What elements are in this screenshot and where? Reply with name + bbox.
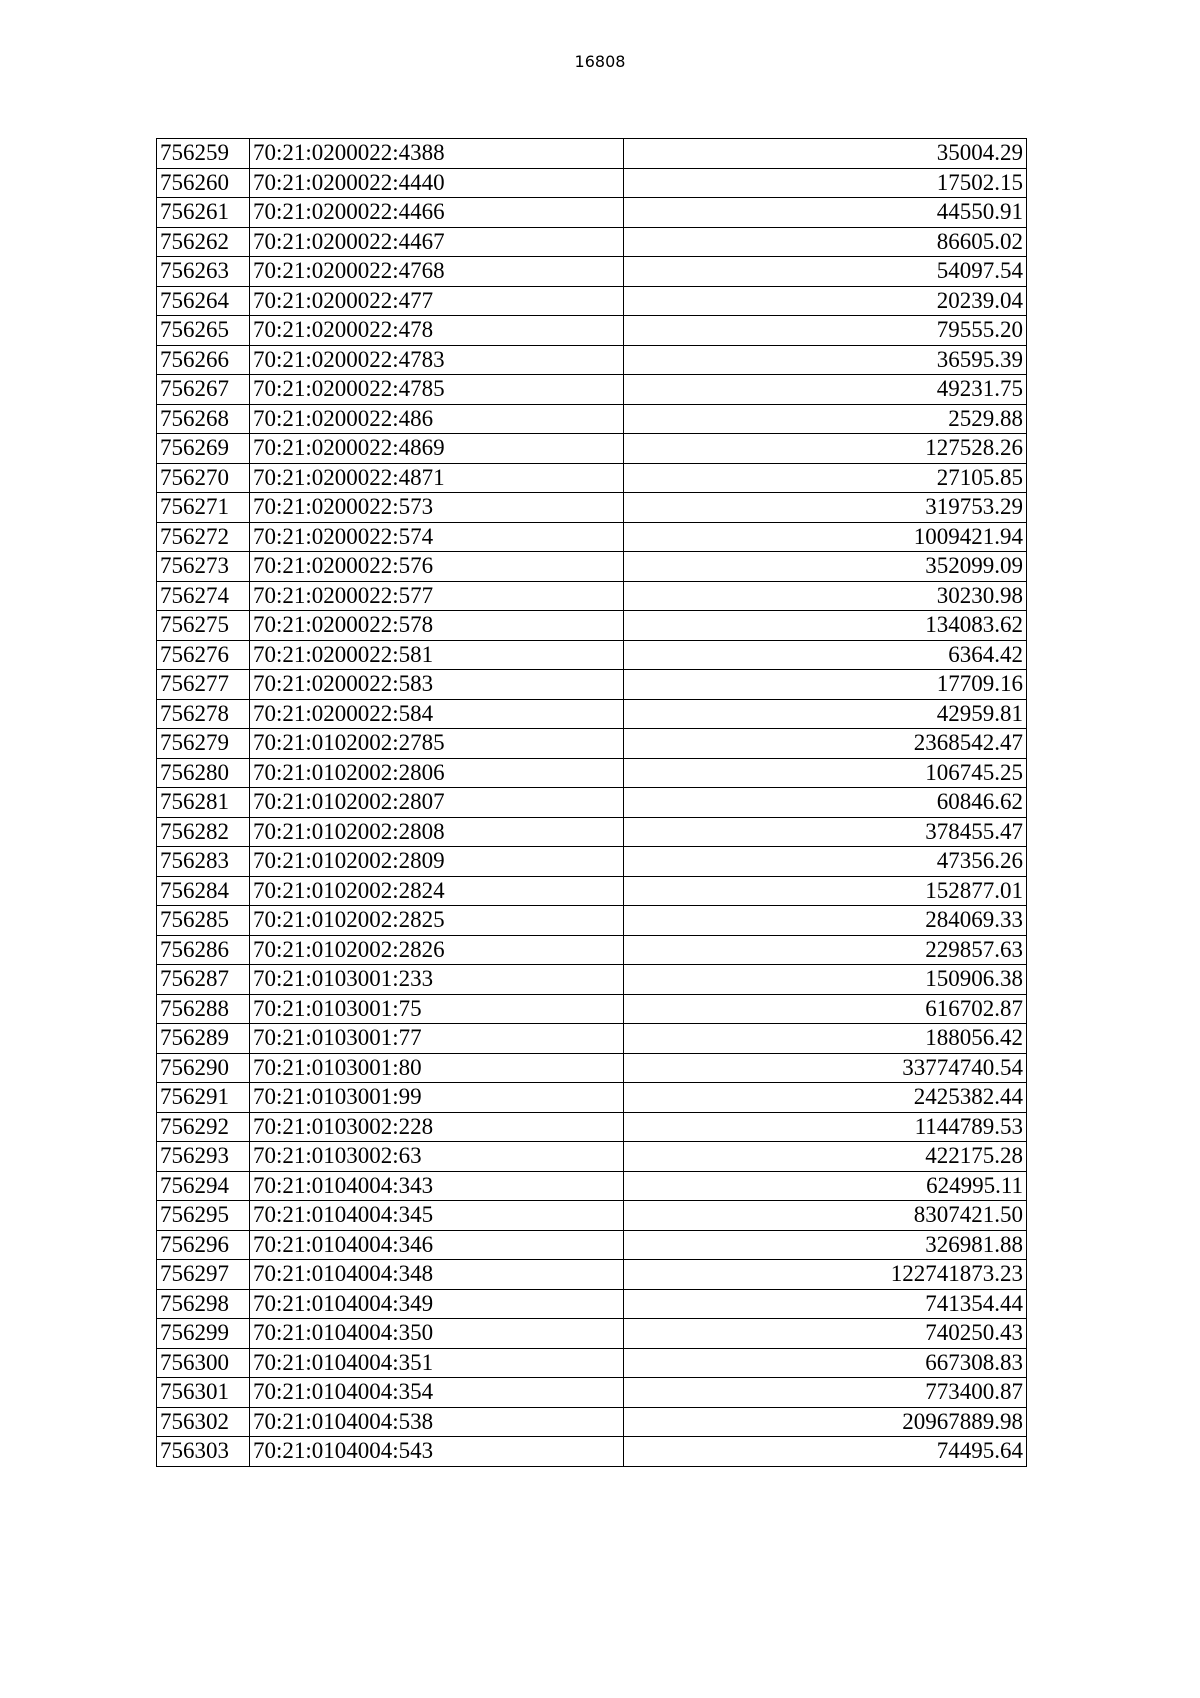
value-cell: 667308.83 <box>624 1348 1027 1378</box>
value-cell: 27105.85 <box>624 463 1027 493</box>
cadastral-number-cell: 70:21:0103001:99 <box>250 1083 624 1113</box>
table-row <box>157 788 1027 818</box>
value-cell: 44550.91 <box>624 198 1027 228</box>
cadastral-value-table <box>156 138 1027 1467</box>
table-row <box>157 1289 1027 1319</box>
cadastral-number-cell: 70:21:0200022:477 <box>250 286 624 316</box>
table-row <box>157 729 1027 759</box>
value-cell: 20967889.98 <box>624 1407 1027 1437</box>
cadastral-number-cell: 70:21:0200022:4869 <box>250 434 624 464</box>
cadastral-number-cell: 70:21:0200022:581 <box>250 640 624 670</box>
table-row <box>157 286 1027 316</box>
table-row <box>157 1348 1027 1378</box>
cadastral-number-cell: 70:21:0104004:343 <box>250 1171 624 1201</box>
row-number-cell: 756273 <box>157 552 250 582</box>
cadastral-number-cell: 70:21:0200022:4871 <box>250 463 624 493</box>
cadastral-number-cell: 70:21:0200022:4768 <box>250 257 624 287</box>
value-cell: 229857.63 <box>624 935 1027 965</box>
row-number-cell: 756263 <box>157 257 250 287</box>
value-cell: 60846.62 <box>624 788 1027 818</box>
table-row <box>157 434 1027 464</box>
cadastral-number-cell: 70:21:0102002:2806 <box>250 758 624 788</box>
row-number-cell: 756298 <box>157 1289 250 1319</box>
table-row <box>157 817 1027 847</box>
cadastral-number-cell: 70:21:0200022:4785 <box>250 375 624 405</box>
cadastral-number-cell: 70:21:0200022:578 <box>250 611 624 641</box>
table-row <box>157 994 1027 1024</box>
cadastral-number-cell: 70:21:0200022:478 <box>250 316 624 346</box>
row-number-cell: 756291 <box>157 1083 250 1113</box>
cadastral-number-cell: 70:21:0200022:577 <box>250 581 624 611</box>
value-cell: 152877.01 <box>624 876 1027 906</box>
table-row <box>157 522 1027 552</box>
value-cell: 20239.04 <box>624 286 1027 316</box>
table-row <box>157 198 1027 228</box>
row-number-cell: 756303 <box>157 1437 250 1467</box>
row-number-cell: 756288 <box>157 994 250 1024</box>
value-cell: 79555.20 <box>624 316 1027 346</box>
table-row <box>157 847 1027 877</box>
cadastral-number-cell: 70:21:0104004:350 <box>250 1319 624 1349</box>
row-number-cell: 756270 <box>157 463 250 493</box>
table-row <box>157 404 1027 434</box>
value-cell: 422175.28 <box>624 1142 1027 1172</box>
row-number-cell: 756276 <box>157 640 250 670</box>
table-row <box>157 876 1027 906</box>
row-number-cell: 756287 <box>157 965 250 995</box>
value-cell: 616702.87 <box>624 994 1027 1024</box>
row-number-cell: 756300 <box>157 1348 250 1378</box>
row-number-cell: 756284 <box>157 876 250 906</box>
row-number-cell: 756301 <box>157 1378 250 1408</box>
row-number-cell: 756302 <box>157 1407 250 1437</box>
row-number-cell: 756286 <box>157 935 250 965</box>
row-number-cell: 756289 <box>157 1024 250 1054</box>
value-cell: 47356.26 <box>624 847 1027 877</box>
value-cell: 1009421.94 <box>624 522 1027 552</box>
cadastral-number-cell: 70:21:0200022:583 <box>250 670 624 700</box>
row-number-cell: 756272 <box>157 522 250 552</box>
value-cell: 1144789.53 <box>624 1112 1027 1142</box>
row-number-cell: 756277 <box>157 670 250 700</box>
value-cell: 42959.81 <box>624 699 1027 729</box>
cadastral-number-cell: 70:21:0103001:233 <box>250 965 624 995</box>
cadastral-number-cell: 70:21:0103001:75 <box>250 994 624 1024</box>
cadastral-number-cell: 70:21:0102002:2807 <box>250 788 624 818</box>
cadastral-number-cell: 70:21:0104004:543 <box>250 1437 624 1467</box>
cadastral-number-cell: 70:21:0102002:2826 <box>250 935 624 965</box>
value-cell: 106745.25 <box>624 758 1027 788</box>
cadastral-number-cell: 70:21:0103001:77 <box>250 1024 624 1054</box>
row-number-cell: 756271 <box>157 493 250 523</box>
value-cell: 6364.42 <box>624 640 1027 670</box>
row-number-cell: 756299 <box>157 1319 250 1349</box>
row-number-cell: 756280 <box>157 758 250 788</box>
row-number-cell: 756266 <box>157 345 250 375</box>
value-cell: 773400.87 <box>624 1378 1027 1408</box>
value-cell: 2425382.44 <box>624 1083 1027 1113</box>
cadastral-number-cell: 70:21:0104004:351 <box>250 1348 624 1378</box>
table-row <box>157 906 1027 936</box>
cadastral-number-cell: 70:21:0104004:345 <box>250 1201 624 1231</box>
row-number-cell: 756259 <box>157 139 250 169</box>
cadastral-number-cell: 70:21:0103001:80 <box>250 1053 624 1083</box>
page-number: 16808 <box>574 52 626 71</box>
cadastral-number-cell: 70:21:0200022:4467 <box>250 227 624 257</box>
value-cell: 284069.33 <box>624 906 1027 936</box>
table-row <box>157 1230 1027 1260</box>
cadastral-number-cell: 70:21:0200022:486 <box>250 404 624 434</box>
row-number-cell: 756285 <box>157 906 250 936</box>
table-body <box>157 139 1027 1467</box>
value-cell: 352099.09 <box>624 552 1027 582</box>
table-row <box>157 1142 1027 1172</box>
value-cell: 74495.64 <box>624 1437 1027 1467</box>
cadastral-number-cell: 70:21:0103002:228 <box>250 1112 624 1142</box>
row-number-cell: 756292 <box>157 1112 250 1142</box>
cadastral-number-cell: 70:21:0200022:4783 <box>250 345 624 375</box>
cadastral-number-cell: 70:21:0200022:573 <box>250 493 624 523</box>
row-number-cell: 756269 <box>157 434 250 464</box>
value-cell: 54097.54 <box>624 257 1027 287</box>
cadastral-number-cell: 70:21:0102002:2785 <box>250 729 624 759</box>
value-cell: 49231.75 <box>624 375 1027 405</box>
value-cell: 319753.29 <box>624 493 1027 523</box>
value-cell: 326981.88 <box>624 1230 1027 1260</box>
row-number-cell: 756281 <box>157 788 250 818</box>
table-row <box>157 1201 1027 1231</box>
cadastral-number-cell: 70:21:0102002:2808 <box>250 817 624 847</box>
value-cell: 122741873.23 <box>624 1260 1027 1290</box>
table-row <box>157 139 1027 169</box>
value-cell: 30230.98 <box>624 581 1027 611</box>
row-number-cell: 756264 <box>157 286 250 316</box>
table-row <box>157 1319 1027 1349</box>
table-row <box>157 640 1027 670</box>
cadastral-number-cell: 70:21:0200022:4388 <box>250 139 624 169</box>
value-cell: 188056.42 <box>624 1024 1027 1054</box>
row-number-cell: 756293 <box>157 1142 250 1172</box>
row-number-cell: 756294 <box>157 1171 250 1201</box>
value-cell: 2368542.47 <box>624 729 1027 759</box>
value-cell: 33774740.54 <box>624 1053 1027 1083</box>
table-row <box>157 493 1027 523</box>
cadastral-number-cell: 70:21:0200022:584 <box>250 699 624 729</box>
table-row <box>157 1083 1027 1113</box>
row-number-cell: 756295 <box>157 1201 250 1231</box>
table-row <box>157 463 1027 493</box>
row-number-cell: 756262 <box>157 227 250 257</box>
value-cell: 740250.43 <box>624 1319 1027 1349</box>
table-row <box>157 758 1027 788</box>
table-row <box>157 257 1027 287</box>
cadastral-number-cell: 70:21:0104004:349 <box>250 1289 624 1319</box>
table-row <box>157 1112 1027 1142</box>
row-number-cell: 756274 <box>157 581 250 611</box>
row-number-cell: 756279 <box>157 729 250 759</box>
cadastral-number-cell: 70:21:0200022:4440 <box>250 168 624 198</box>
value-cell: 127528.26 <box>624 434 1027 464</box>
value-cell: 17502.15 <box>624 168 1027 198</box>
table-row <box>157 552 1027 582</box>
cadastral-number-cell: 70:21:0104004:354 <box>250 1378 624 1408</box>
row-number-cell: 756296 <box>157 1230 250 1260</box>
cadastral-number-cell: 70:21:0103002:63 <box>250 1142 624 1172</box>
value-cell: 2529.88 <box>624 404 1027 434</box>
table-row <box>157 227 1027 257</box>
table-row <box>157 1260 1027 1290</box>
value-cell: 134083.62 <box>624 611 1027 641</box>
table-row <box>157 1437 1027 1467</box>
table-row <box>157 1053 1027 1083</box>
row-number-cell: 756290 <box>157 1053 250 1083</box>
value-cell: 741354.44 <box>624 1289 1027 1319</box>
table-row <box>157 965 1027 995</box>
table-row <box>157 1171 1027 1201</box>
value-cell: 624995.11 <box>624 1171 1027 1201</box>
cadastral-number-cell: 70:21:0200022:576 <box>250 552 624 582</box>
row-number-cell: 756265 <box>157 316 250 346</box>
row-number-cell: 756268 <box>157 404 250 434</box>
table-row <box>157 1378 1027 1408</box>
table-row <box>157 345 1027 375</box>
cadastral-number-cell: 70:21:0104004:346 <box>250 1230 624 1260</box>
table-row <box>157 670 1027 700</box>
cadastral-number-cell: 70:21:0104004:348 <box>250 1260 624 1290</box>
value-cell: 36595.39 <box>624 345 1027 375</box>
row-number-cell: 756260 <box>157 168 250 198</box>
table-row <box>157 699 1027 729</box>
cadastral-number-cell: 70:21:0200022:4466 <box>250 198 624 228</box>
row-number-cell: 756267 <box>157 375 250 405</box>
row-number-cell: 756282 <box>157 817 250 847</box>
row-number-cell: 756283 <box>157 847 250 877</box>
table-row <box>157 935 1027 965</box>
cadastral-number-cell: 70:21:0104004:538 <box>250 1407 624 1437</box>
row-number-cell: 756297 <box>157 1260 250 1290</box>
value-cell: 35004.29 <box>624 139 1027 169</box>
table-row <box>157 1407 1027 1437</box>
value-cell: 150906.38 <box>624 965 1027 995</box>
table-row <box>157 1024 1027 1054</box>
cadastral-number-cell: 70:21:0102002:2825 <box>250 906 624 936</box>
table-row <box>157 611 1027 641</box>
row-number-cell: 756275 <box>157 611 250 641</box>
value-cell: 17709.16 <box>624 670 1027 700</box>
row-number-cell: 756261 <box>157 198 250 228</box>
value-cell: 378455.47 <box>624 817 1027 847</box>
value-cell: 86605.02 <box>624 227 1027 257</box>
cadastral-number-cell: 70:21:0102002:2809 <box>250 847 624 877</box>
table-row <box>157 581 1027 611</box>
table-row <box>157 316 1027 346</box>
value-cell: 8307421.50 <box>624 1201 1027 1231</box>
row-number-cell: 756278 <box>157 699 250 729</box>
table-row <box>157 168 1027 198</box>
cadastral-number-cell: 70:21:0102002:2824 <box>250 876 624 906</box>
cadastral-number-cell: 70:21:0200022:574 <box>250 522 624 552</box>
table-row <box>157 375 1027 405</box>
